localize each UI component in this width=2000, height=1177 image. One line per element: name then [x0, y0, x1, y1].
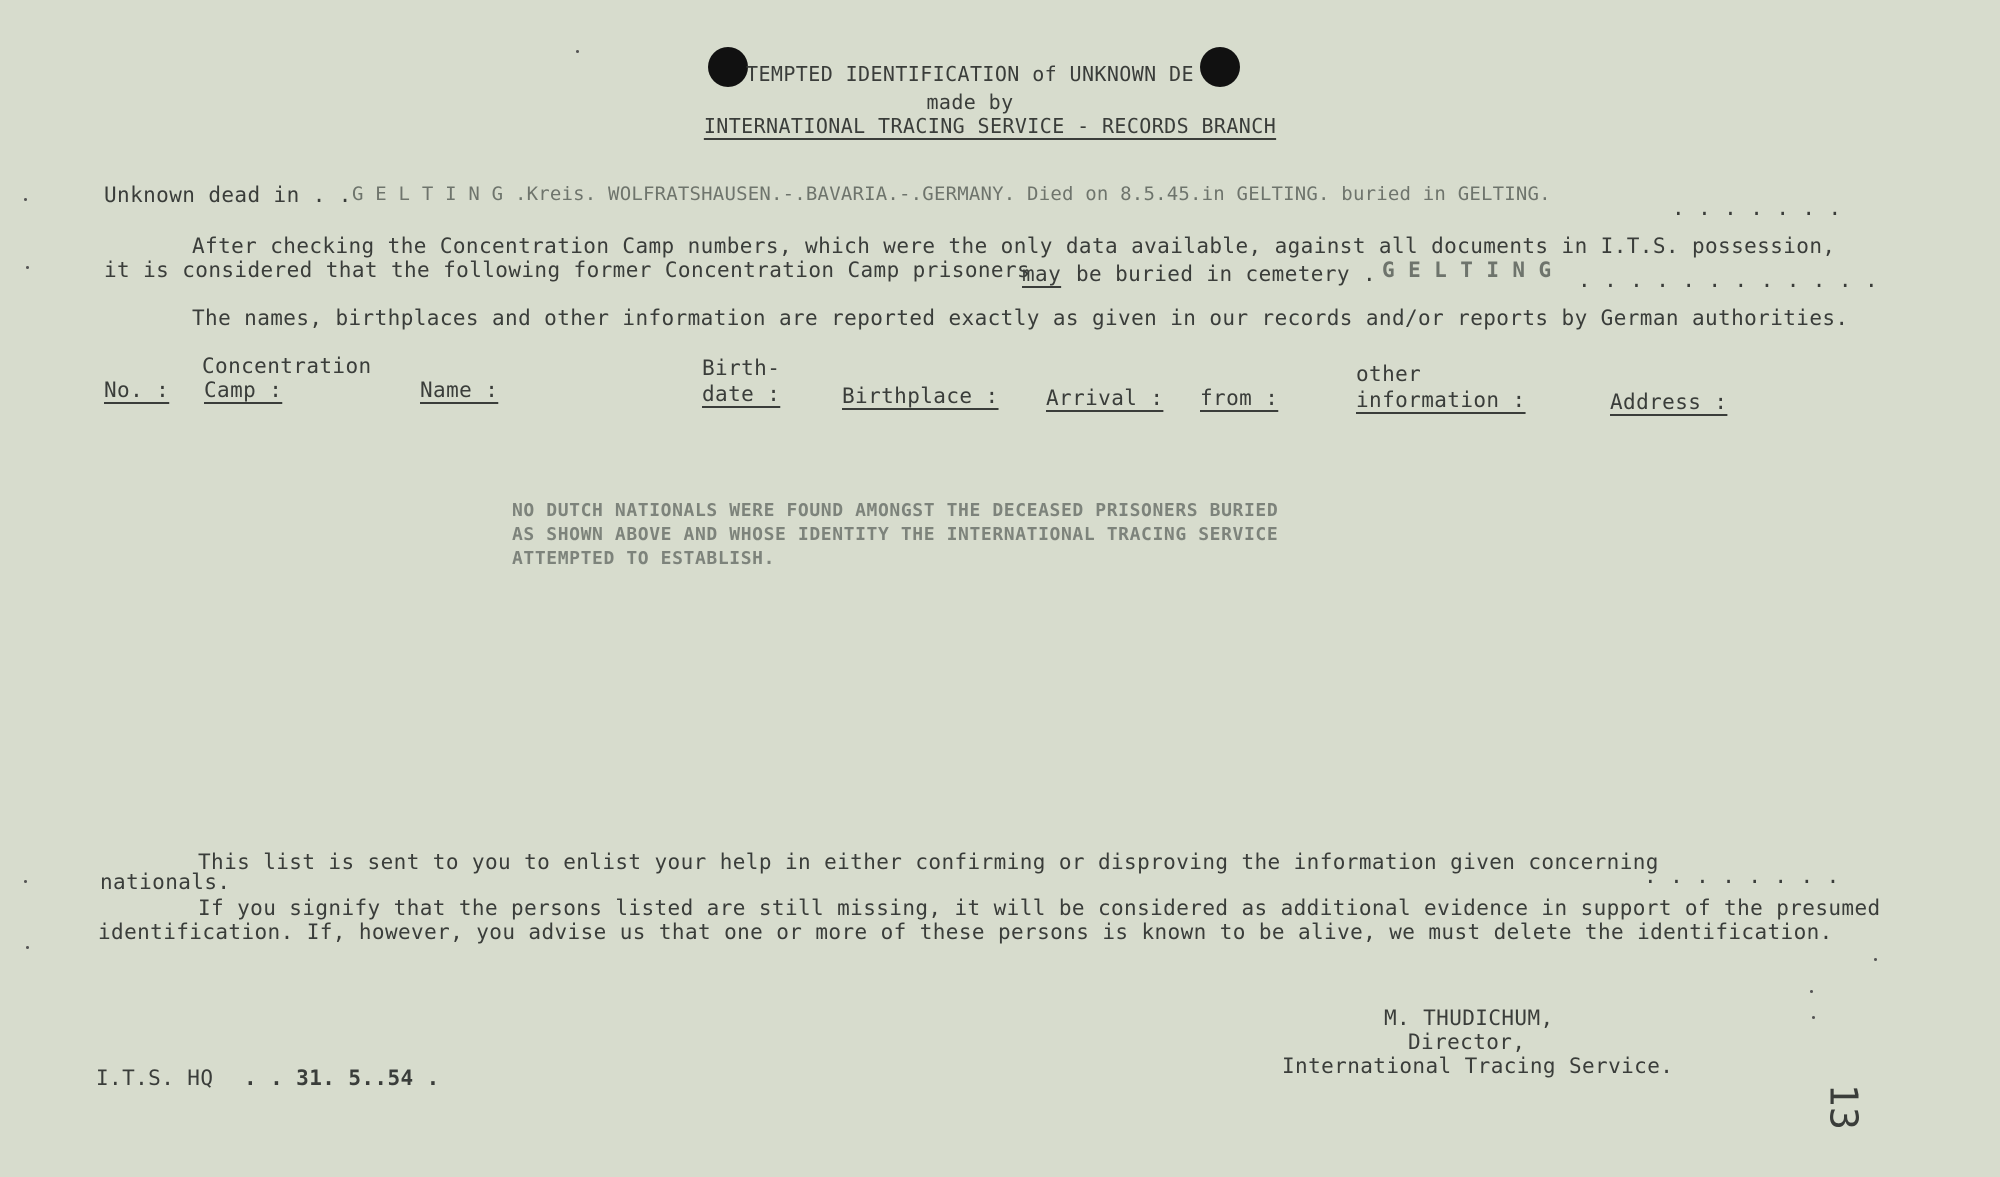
paragraph-names-info: The names, birthplaces and other information are reported exactly as given in our records and/or reports by German authorities.: [192, 306, 1849, 330]
margin-speck: [1874, 958, 1877, 961]
paragraph-checking-line2-suffix: be buried in cemetery .: [1076, 262, 1376, 286]
paragraph-signify-line2: identification. If, however, you advise us that one or more of these persons is known to be alive, we must delete the identification.: [98, 920, 1833, 944]
column-header-birthplace: Birthplace :: [842, 384, 999, 408]
column-header-other-info: information :: [1356, 388, 1526, 412]
document-date: . . 31. 5..54 .: [244, 1066, 440, 1090]
column-header-no: No. :: [104, 378, 170, 402]
cemetery-dots: . . . . . . . . . . . .: [1578, 268, 1878, 292]
cemetery-name: G E L T I N G: [1382, 258, 1552, 282]
nationality-dots: . . . . . . . .: [1644, 864, 1840, 888]
unknown-dead-place: G E L T I N G .Kreis. WOLFRATSHAUSEN.-.BAVARIA.-.GERMANY. Died on 8.5.45.in GELTING. buried in GELTING.: [352, 183, 1551, 205]
column-header-camp-top: Concentration: [202, 354, 372, 378]
word-may: may: [1022, 262, 1062, 286]
column-header-address: Address :: [1610, 390, 1728, 414]
margin-speck: [24, 880, 27, 883]
paragraph-signify-line1: If you signify that the persons listed are still missing, it will be considered as additional evidence in support of the presumed: [198, 896, 1881, 920]
margin-speck: [26, 946, 29, 949]
unknown-dead-label: Unknown dead in . .: [104, 183, 352, 207]
paragraph-checking-line1: After checking the Concentration Camp numbers, which were the only data available, against all documents in I.T.S. possession,: [192, 234, 1836, 258]
signatory-organization: International Tracing Service.: [1282, 1054, 1674, 1078]
column-header-from: from :: [1200, 386, 1279, 410]
signatory-title: Director,: [1408, 1030, 1526, 1054]
column-header-camp: Camp :: [204, 378, 283, 402]
signatory-name: M. THUDICHUM,: [1384, 1006, 1554, 1030]
organization-heading: INTERNATIONAL TRACING SERVICE - RECORDS BRANCH: [703, 114, 1277, 138]
column-header-arrival: Arrival :: [1046, 386, 1164, 410]
stamp-line-1: NO DUTCH NATIONALS WERE FOUND AMONGST THE DECEASED PRISONERS BURIED: [512, 500, 1279, 521]
paragraph-list-sent-line1: This list is sent to you to enlist your help in either confirming or disproving the information given concerning: [198, 850, 1659, 874]
made-by-line: made by: [926, 90, 1014, 114]
its-hq-label: I.T.S. HQ: [96, 1066, 214, 1090]
column-header-birthdate-top: Birth-: [702, 356, 781, 380]
margin-speck: [576, 50, 579, 53]
stamp-line-2: AS SHOWN ABOVE AND WHOSE IDENTITY THE INTERNATIONAL TRACING SERVICE: [512, 524, 1279, 545]
margin-speck: [26, 266, 29, 269]
column-header-name: Name :: [420, 378, 499, 402]
unknown-dead-dots: . . . . . . .: [1672, 196, 1842, 220]
margin-speck: [1812, 1016, 1815, 1019]
margin-speck: [24, 198, 27, 201]
column-header-birthdate: date :: [702, 382, 781, 406]
paragraph-checking-line2: it is considered that the following former Concentration Camp prisoners: [104, 258, 1031, 282]
paragraph-list-sent-line2: nationals.: [100, 870, 231, 894]
margin-speck: [1810, 990, 1813, 993]
column-header-other-top: other: [1356, 362, 1422, 386]
document-title: TEMPTED IDENTIFICATION of UNKNOWN DE: [746, 62, 1194, 86]
page-number: 13: [1821, 1083, 1866, 1131]
stamp-line-3: ATTEMPTED TO ESTABLISH.: [512, 548, 776, 569]
